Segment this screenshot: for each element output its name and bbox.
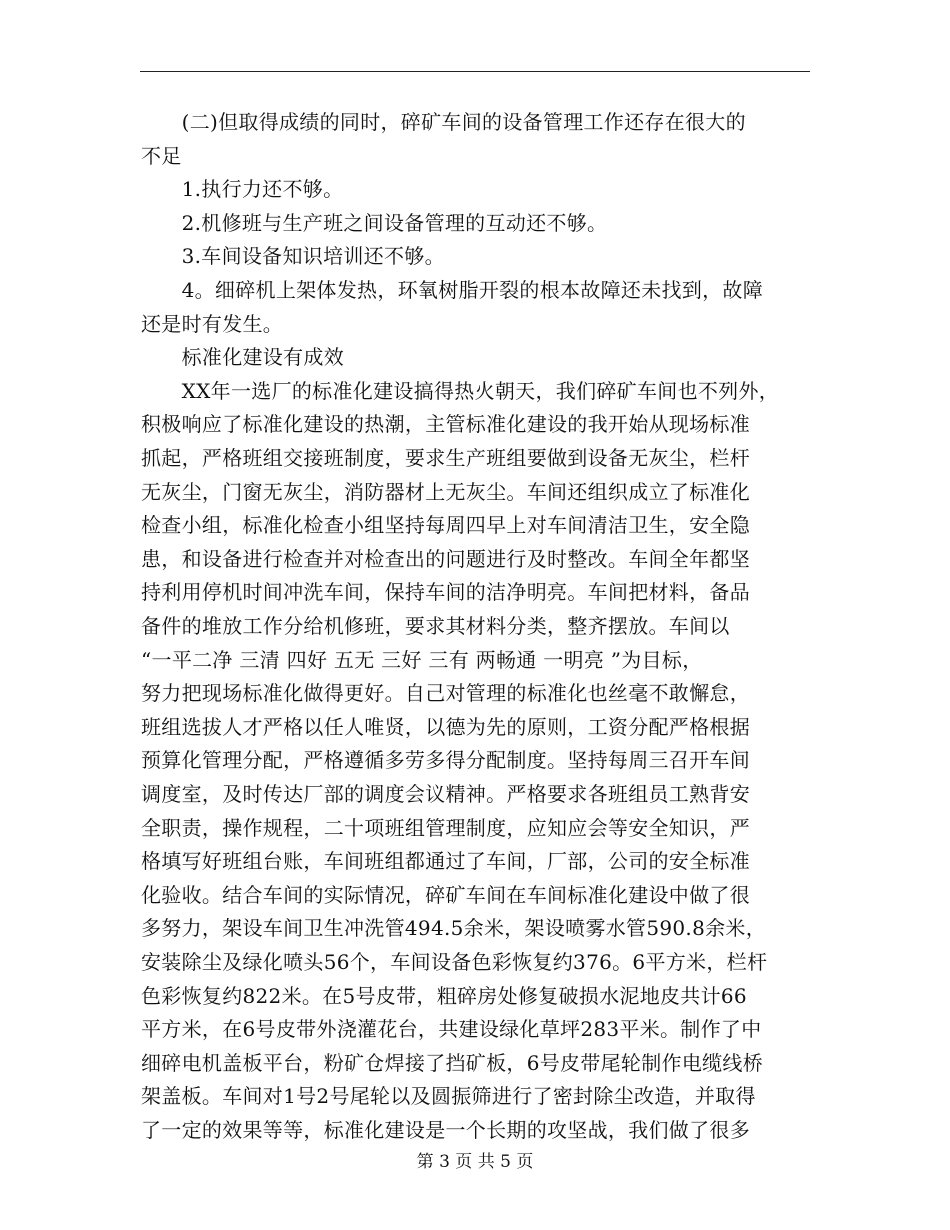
text-line: 色彩恢复约822米。在5号皮带，粗碎房处修复破损水泥地皮共计66 bbox=[141, 983, 747, 1008]
text-line: 了一定的效果等等，标准化建设是一个长期的攻坚战，我们做了很多 bbox=[141, 1118, 750, 1142]
text-line: 安装除尘及绿化喷头56个，车间设备色彩恢复约376。6平方米，栏杆 bbox=[141, 950, 768, 974]
text-line: 努力把现场标准化做得更好。自己对管理的标准化也丝毫不敢懈怠， bbox=[141, 681, 750, 706]
text-line: 多努力，架设车间卫生冲洗管494.5余米，架设喷雾水管590.8余米， bbox=[141, 916, 767, 941]
text-line: 平方米，在6号皮带外浇灌花台，共建设绿化草坪283平米。制作了中 bbox=[141, 1017, 762, 1042]
page-footer: 第 3 页 共 5 页 bbox=[416, 1152, 534, 1172]
text-line: 持利用停机时间冲洗车间，保持车间的洁净明亮。车间把材料，备品 bbox=[141, 580, 750, 605]
text-line: 检查小组，标准化检查小组坚持每周四早上对车间清洁卫生，安全隐 bbox=[141, 513, 750, 538]
text-line: 班组选拔人才严格以任人唯贤，以德为先的原则，工资分配严格根据 bbox=[141, 714, 750, 739]
text-line: 抓起，严格班组交接班制度，要求生产班组要做到设备无灰尘，栏杆 bbox=[141, 446, 750, 470]
text-line: 预算化管理分配，严格遵循多劳多得分配制度。坚持每周三召开车间 bbox=[141, 748, 750, 773]
text-line: “一平二净 三清 四好 五无 三好 三有 两畅通 一明亮 ”为目标， bbox=[141, 647, 703, 672]
text-line: 不足 bbox=[141, 143, 182, 168]
text-line: 架盖板。车间对1号2号尾轮以及圆振筛进行了密封除尘改造，并取得 bbox=[141, 1084, 756, 1109]
text-line: 化验收。结合车间的实际情况，碎矿车间在车间标准化建设中做了很 bbox=[141, 882, 750, 907]
text-line: 4。细碎机上架体发热，环氧树脂开裂的根本故障还未找到，故障 bbox=[141, 278, 764, 302]
text-line: 备件的堆放工作分给机修班，要求其材料分类，整齐摆放。车间以 bbox=[141, 614, 730, 638]
text-line: 全职责，操作规程，二十项班组管理制度，应知应会等安全知识，严 bbox=[141, 815, 750, 840]
text-line: 积极响应了标准化建设的热潮，主管标准化建设的我开始从现场标准 bbox=[141, 412, 750, 437]
text-line: 3.车间设备知识培训还不够。 bbox=[141, 244, 445, 269]
text-line: (二)但取得成绩的同时，碎矿车间的设备管理工作还存在很大的 bbox=[141, 110, 746, 134]
text-line: 还是时有发生。 bbox=[141, 311, 284, 336]
text-line: 患，和设备进行检查并对检查出的问题进行及时整改。车间全年都坚 bbox=[141, 546, 750, 571]
text-line: 2.机修班与生产班之间设备管理的互动还不够。 bbox=[141, 210, 608, 235]
text-line: 格填写好班组台账，车间班组都通过了车间，厂部，公司的安全标准 bbox=[141, 849, 750, 874]
header-rule bbox=[140, 71, 810, 72]
text-line: 1.执行力还不够。 bbox=[141, 177, 344, 202]
text-line: 标准化建设有成效 bbox=[141, 345, 344, 370]
text-line: 无灰尘，门窗无灰尘，消防器材上无灰尘。车间还组织成立了标准化 bbox=[141, 479, 750, 504]
text-line: 细碎电机盖板平台，粉矿仓焊接了挡矿板，6号皮带尾轮制作电缆线桥 bbox=[141, 1050, 764, 1075]
text-line: XX年一选厂的标准化建设搞得热火朝天，我们碎矿车间也不列外， bbox=[141, 378, 780, 403]
text-line: 调度室，及时传达厂部的调度会议精神。严格要求各班组员工熟背安 bbox=[141, 782, 750, 806]
